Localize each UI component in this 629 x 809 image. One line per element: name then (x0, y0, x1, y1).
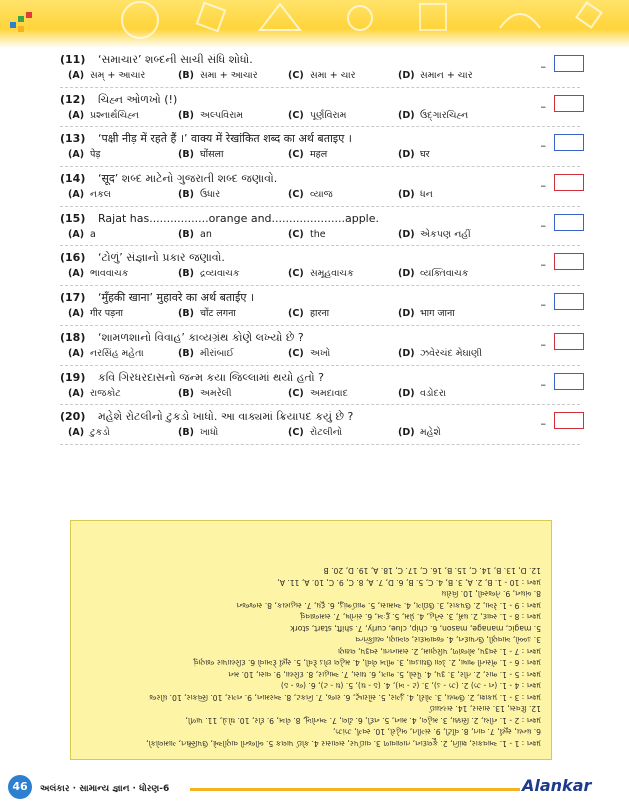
question-item (60, 326, 580, 366)
option-d[interactable]: (D) ધન (398, 189, 433, 201)
answer-dash: – (540, 258, 546, 272)
options-row (60, 187, 580, 203)
question-number: (16) (60, 251, 86, 265)
option-b[interactable]: (B) મીરાંબાઈ (178, 347, 234, 359)
option-c[interactable]: (C) વ્યાજ (288, 189, 333, 201)
answer-dash: – (540, 298, 546, 312)
answer-box[interactable] (554, 373, 584, 390)
option-b[interactable]: (B) અમરેલી (178, 387, 232, 399)
answer-box[interactable] (554, 55, 584, 72)
answer-key-line: પ્રશ્ન : 8 - 1. સ્વાદ, 2. ધર્મ, 3. સ્નેહ, 4. પ્રેમ, 5. દુઃખ, 6. સંતોષ, 7. સમજાવવું (300, 612, 541, 622)
question-number: (13) (60, 132, 86, 146)
answer-key-line: 5. magic, manage, mason, 6. chip, clue, curly, 7. shift, start, stork (290, 624, 541, 633)
answer-box[interactable] (554, 333, 584, 350)
answer-dash: – (540, 179, 546, 193)
question-item (60, 167, 580, 207)
options-row (60, 306, 580, 322)
answer-box[interactable] (554, 253, 584, 270)
answer-box[interactable] (554, 293, 584, 310)
answer-key-line: 8. બંધન, 9. તેજસ્વી, 10. વિરોધ (441, 589, 541, 599)
option-a[interactable]: (A) पेड़ (68, 149, 101, 161)
option-b[interactable]: (B) चोंट लगना (178, 308, 236, 320)
question-item (60, 405, 580, 445)
question-item (60, 207, 580, 247)
answer-key-rotated (71, 521, 551, 759)
option-c[interactable]: (C) the (288, 228, 326, 240)
option-b[interactable]: (B) ખાધો (178, 427, 219, 439)
option-d[interactable]: (D) એકપણ નહીં (398, 228, 471, 240)
option-b[interactable]: (B) घोंसला (178, 149, 224, 161)
option-c[interactable]: (C) અમદાવાદ (288, 387, 348, 399)
answer-key-line: પ્રશ્ન : 6 - 1. ભેંસની ભાષા, 2. ડેલા ઉઘાડવા, 3. ભીખ લેવી, 4. મહેલ છોડ દેવી, 5. સૂર્ય દેખાવો 6. દરિયાપાર જાણવું (193, 658, 541, 668)
options-row (60, 346, 580, 362)
question-item (60, 127, 580, 167)
answer-box[interactable] (554, 214, 584, 231)
option-a[interactable]: (A) સમ્ + આચાર (68, 70, 146, 81)
option-d[interactable]: (D) घर (398, 149, 430, 161)
option-d[interactable]: (D) સમાન + ચાર (398, 70, 473, 81)
question-item (60, 286, 580, 326)
answer-key-line: 3. ડબ્બો, ખાવણી, ઉત્પાદન, 4. જવાબદાર, લખાણ, વ્યક્તિત્વ (355, 635, 541, 645)
option-c[interactable]: (C) સમૂહવાચક (288, 268, 354, 280)
answer-key-line: પ્રશ્ન : 4 - 1. (ન - ઝ) 2. (ઝ - ડ), 3. (ટ - ખ), 4. (ઠ - ઘ), 5. (ઘ - ટ), 6. (જ - ઠ) (280, 681, 541, 691)
question-number: (19) (60, 370, 86, 384)
question-number: (12) (60, 92, 86, 106)
question-text: કવિ ગિરધરદાસનો જન્મ કયા જિલ્લામાં થયો હતો ? (98, 370, 324, 384)
answer-key-line: પ્રશ્ન : 2 - 1. નીચ, 2. સિક્કા, 3. મહેલ, 4. માન, 5. નદી, 6. ઢોલ, 7. અનોખું, 8. લેખ, 9. દોર, 10. ઘોડો, 11. પાળી, (185, 716, 541, 725)
option-b[interactable]: (B) દ્રવ્યવાચક (178, 268, 240, 280)
question-item (60, 48, 580, 88)
option-a[interactable]: (A) ટુકડો (68, 427, 110, 439)
options-row (60, 227, 580, 243)
answer-dash: – (540, 60, 546, 73)
answer-dash: – (540, 377, 546, 391)
option-c[interactable]: (C) સમા + ચાર (288, 70, 356, 81)
question-item (60, 246, 580, 286)
option-b[interactable]: (B) an (178, 228, 212, 240)
footer-title: અલંકાર · સામાન્ય જ્ઞાન · ધોરણ-6 (40, 784, 170, 794)
answer-box[interactable] (554, 174, 584, 191)
option-b[interactable]: (B) અલ્પવિરામ (178, 109, 244, 121)
options-row (60, 108, 580, 124)
answer-key-line: 6. ધન્ય, સૂર્ય, 7. વાત, 8. વીંટી, 9. સંગીત, બહેરો, 10. સ્વર્ગ, ઝાંઝ, (332, 727, 541, 737)
question-text: Rajat has.................orange and.....................apple. (98, 211, 379, 225)
options-row (60, 68, 580, 84)
question-number: (14) (60, 172, 86, 186)
option-b[interactable]: (B) સમા + આચાર (178, 70, 258, 81)
header-decoration (0, 0, 629, 48)
question-text: ચિહ્ન ઓળખો (!) (98, 92, 178, 106)
question-text: મહેશે રોટલીનો ટુકડો ખાધો. આ વાક્યમાં ક્રિયાપદ કયું છે ? (98, 410, 354, 424)
option-a[interactable]: (A) गीर पड़ना (68, 308, 123, 320)
option-d[interactable]: (D) વ્યક્તિવાચક (398, 268, 469, 280)
option-a[interactable]: (A) રાજકોટ (68, 387, 121, 399)
question-text: ‘ટોળું’ સંજ્ઞાનો પ્રકાર જણાવો. (98, 251, 225, 265)
question-number: (11) (60, 53, 86, 66)
option-a[interactable]: (A) પ્રશ્નાર્થચિહ્ન (68, 109, 139, 121)
option-a[interactable]: (A) નરસિંહ મહેતા (68, 347, 144, 359)
answer-dash: – (540, 99, 546, 113)
option-b[interactable]: (B) ઉધાર (178, 189, 221, 201)
option-d[interactable]: (D) ઉદ્‌ગારચિહ્ન (398, 109, 469, 121)
question-number: (20) (60, 410, 86, 424)
option-a[interactable]: (A) a (68, 228, 96, 240)
option-d[interactable]: (D) भाग जाना (398, 308, 455, 320)
answer-dash: – (540, 417, 546, 431)
question-item (60, 366, 580, 406)
question-item (60, 88, 580, 128)
answer-key-line: પ્રશ્ન : 5 - 1. ભાર, 2. તીર, 3. રૂપ, 4. પૈસો, 5. ભાગ, 6. ઘાસ, 7. આહાર, 8. દરિયા, 9. વાસ, 10. મન (228, 670, 541, 679)
question-text: ‘मुँहकी खाना’ मुहावरे का अर्थ बताईए । (98, 291, 255, 305)
question-text: ‘पक्षी नीड़ में रहते हैं ।’ वाक्य में रेखांकित शब्द का अर्थ बताइए । (98, 132, 352, 146)
options-row (60, 425, 580, 441)
option-d[interactable]: (D) વડોદરા (398, 387, 447, 399)
option-c[interactable]: (C) અખો (288, 347, 331, 359)
brand-logo: Alankar (522, 776, 592, 795)
answer-key-line: પ્રશ્ન : 3 - 1. પ્રકાશ, 2. ઉભય, 3. ગોરી, 4. ડુંગર, 5. સૌરાષ્ટ્ર, 6. રાજ, 7. નિકટ, 8. અરમાન, 9. નગર, 10. સ્વિકાર, 10. ધીરજ (149, 693, 541, 702)
options-row (60, 266, 580, 282)
footer (0, 762, 629, 809)
answer-dash: – (540, 139, 546, 153)
answer-dash: – (540, 337, 546, 351)
option-c[interactable]: (C) રોટલીનો (288, 427, 343, 439)
option-a[interactable]: (A) નકલ (68, 189, 111, 201)
page-number: 46 (8, 775, 32, 799)
question-text: ‘सूद’ શબ્દ માટેનો ગુજરાતી શબ્દ જણાવો. (98, 172, 278, 186)
question-number: (15) (60, 211, 86, 225)
answer-box[interactable] (554, 412, 584, 429)
answer-key-line: 12. D, 13. B, 14. C, 15. B, 16. C, 17. C, 18. A, 19. D, 20. B (323, 566, 541, 576)
question-number: (17) (60, 291, 86, 305)
option-d[interactable]: (D) મહેશે (398, 427, 441, 439)
answer-key-line: પ્રશ્ન : 10 - 1. B, 2. A, 3. B, 4. C, 5. B, 6. D, 7. A, 8. C, 9. C, 10. A, 11. A, (277, 578, 541, 587)
question-number: (18) (60, 330, 86, 344)
option-c[interactable]: (C) महल (288, 149, 328, 161)
answer-key-line: પ્રશ્ન : 1 - 1. આવકાર, શાંતિ, 2. ફૂલદાન, તાલાવાળ 3. વાઈપર, સલાસર 4. કોઈ પાલક 5. બીજની વાણીઓ, ઉપસ્થિત, ગામલોકો, (146, 739, 541, 748)
question-text: ‘શામળશાનો વિવાહ’ કાવ્યગ્રંથ કોણે લખ્યો છે ? (98, 330, 304, 344)
answer-key-panel (70, 520, 552, 760)
option-d[interactable]: (D) ઝવેરચંદ મેઘાણી (398, 347, 483, 359)
option-c[interactable]: (C) પૂર્ણવિરામ (288, 109, 347, 121)
answer-box[interactable] (554, 95, 584, 112)
footer-stripe (190, 788, 520, 791)
corner-logo-icon (10, 12, 40, 34)
answer-dash: – (540, 218, 546, 232)
answer-box[interactable] (554, 134, 584, 151)
answer-key-line: 12. દિવસ, 13. સાસર, 14. સચ્ચાઈ (428, 704, 541, 714)
option-a[interactable]: (A) ભાવવાચક (68, 268, 129, 280)
answer-key-line: પ્રશ્ન : 9 - 1. રેખા, 2. ઉપકાર, 3. ઉદ્યોગ, 4. અમાસ, 5. ભાઈભાંડુ, 6. દૂધ, 7. સહાયક, 8. સજ્જન (236, 601, 541, 610)
question-text: ‘સમાચાર’ શબ્દની સાચી સંધિ શોધો. (98, 53, 253, 66)
options-row (60, 386, 580, 402)
options-row (60, 147, 580, 163)
answer-key-line: પ્રશ્ન : 7 - 1. સ્વરૂપ, મોજાંળ, પરિણામ, 2. સમાનતા, સ્વરૂપ, લક્ષણ (337, 647, 541, 656)
option-c[interactable]: (C) हारना (288, 308, 330, 320)
question-list (60, 48, 580, 445)
